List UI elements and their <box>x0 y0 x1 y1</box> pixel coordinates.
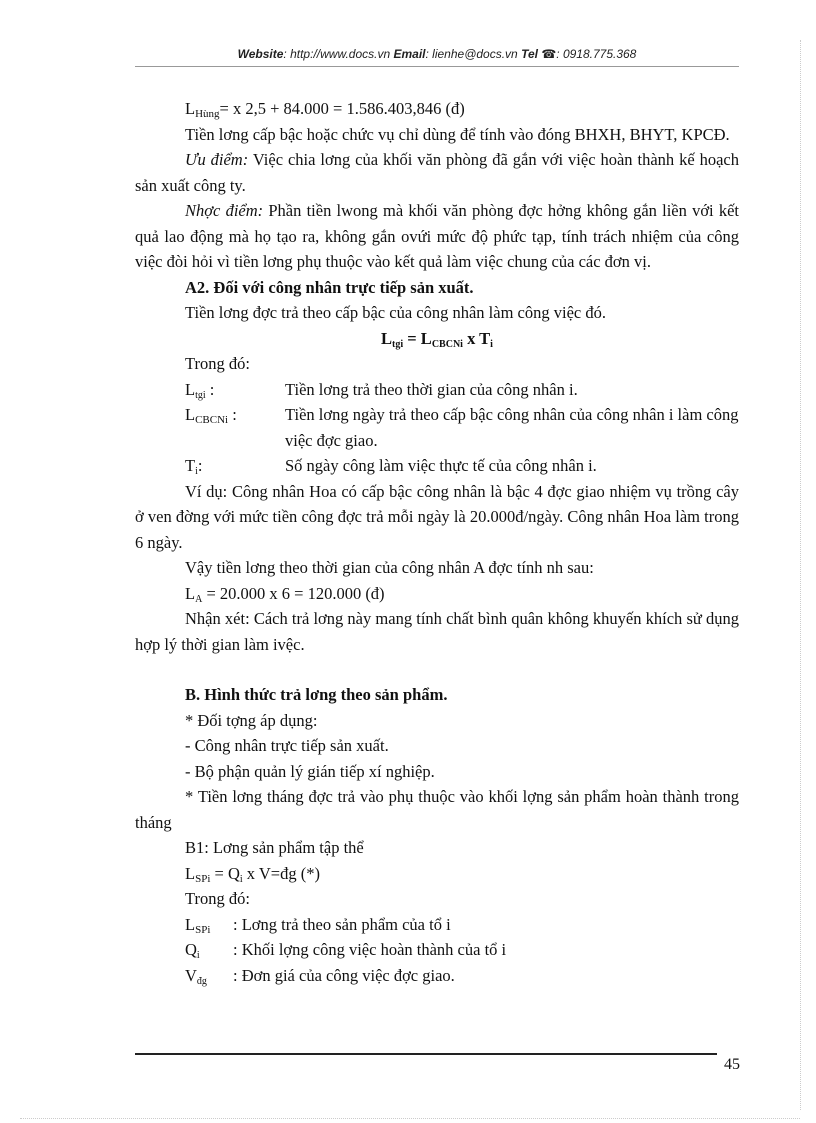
page-header <box>135 47 739 67</box>
paragraph-remark: Nhận xét: Cách trả lơng này mang tính chất bình quân không khuyến khích sử dụng hợp lý thời gian làm ivệc. <box>135 609 739 654</box>
email-value: : lienhe@docs.vn <box>425 47 518 61</box>
tel-label: Tel <box>521 47 538 61</box>
paragraph-example: Ví dụ: Công nhân Hoa có cấp bậc công nhân là bậc 4 đợc giao nhiệm vụ trồng cây ở ven đờng với mức tiền công đợc trả mỗi ngày là 20.000đ/ngày. Công nhân Hoa làm trong 6 ngày. <box>135 481 739 552</box>
definition-lcbcni: $L_{CBCNi}$ : Tiền lơng ngày trả theo cấp bậc công nhân của công nhân i làm công việc đợc giao. <box>185 405 739 450</box>
document-body <box>135 96 739 988</box>
paragraph-disadvantage: Nhợc điểm: Phần tiền lwong mà khối văn phòng đợc hởng không gắn liền với kết quả lao động mà họ tạo ra, không gắn ovứi mức độ phức tạp, tính trách nhiệm của công việc đòi hỏi vì tiền lơng phụ thuộc vào kết quả làm việc chung của các đơn vị. <box>135 201 739 271</box>
paragraph-b-target: * Đối tợng áp dụng: <box>185 710 318 730</box>
definition-qi: $Q_i$ : Khối lợng công việc hoàn thành của tổ i <box>185 940 507 961</box>
list-item-management: - Bộ phận quản lý gián tiếp xí nghiệp. <box>185 761 435 781</box>
list-item-workers: - Công nhân trực tiếp sản xuất. <box>185 736 389 755</box>
definition-vdg: $V_{đg}$ : Đơn giá của công việc đợc giao. <box>185 965 455 987</box>
heading-b1: B1: Lơng sản phẩm tập thể <box>185 838 364 857</box>
page-border-right <box>790 40 801 1110</box>
tel-value: : 0918.775.368 <box>556 47 637 61</box>
website-label: Website <box>237 47 284 61</box>
formula-lspi: $L_{SPi} = Q_i$ x V=đg (*) <box>185 863 320 885</box>
paragraph-advantage: Ưu điểm: Việc chia lơng của khối văn phòng đã gắn với việc hoàn thành kế hoạch sản xuất công ty. <box>135 150 740 195</box>
telephone-icon: ☎ <box>541 47 557 61</box>
paragraph-bhxh: Tiền lơng cấp bậc hoặc chức vụ chỉ dùng để tính vào đóng BHXH, BHYT, KPCĐ. <box>185 124 730 144</box>
formula-la: $L_A = 20.000$ x 6 = 120.000 (đ) <box>185 583 385 605</box>
label-trong-do-2: Trong đó: <box>185 889 250 908</box>
page-border-bottom <box>20 1118 800 1119</box>
disadvantage-label: Nhợc điểm: <box>185 201 264 220</box>
footer-divider <box>135 1053 717 1055</box>
website-value: : http://www.docs.vn <box>283 47 391 61</box>
formula-ltgi: $L_{tgi} = L_{CBCNi}$ x $T_i$ <box>381 328 493 350</box>
definition-ltgi: $L_{tgi}$ : Tiền lơng trả theo thời gian của công nhân i. <box>185 379 578 401</box>
header-divider <box>135 66 739 67</box>
heading-b: B. Hình thức trả lơng theo sản phẩm. <box>185 685 448 704</box>
definition-ti: $T_i$: Số ngày công làm việc thực tế của công nhân i. <box>185 456 597 477</box>
paragraph-so-wage: Vậy tiền lơng theo thời gian của công nhân A đợc tính nh sau: <box>185 558 594 577</box>
advantage-label: Ưu điểm: <box>185 150 249 169</box>
heading-a2: A2. Đối với công nhân trực tiếp sản xuất. <box>185 277 474 297</box>
page-number: 45 <box>724 1056 740 1073</box>
email-label: Email <box>393 47 426 61</box>
paragraph-a2-intro: Tiền lơng đợc trả theo cấp bậc của công nhân làm công việc đó. <box>185 303 606 322</box>
label-trong-do: Trong đó: <box>185 354 250 373</box>
paragraph-b-monthly: * Tiền lơng tháng đợc trả vào phụ thuộc vào khối lợng sản phẩm hoàn thành trong tháng <box>135 787 739 832</box>
formula-l-hung: $L_{Hùng}= x$ 2,5 + 84.000 = 1.586.403,846 (đ) <box>185 99 465 120</box>
definition-lspi: $L_{SPi}$ : Lơng trả theo sản phẩm của tổ i <box>185 914 451 936</box>
